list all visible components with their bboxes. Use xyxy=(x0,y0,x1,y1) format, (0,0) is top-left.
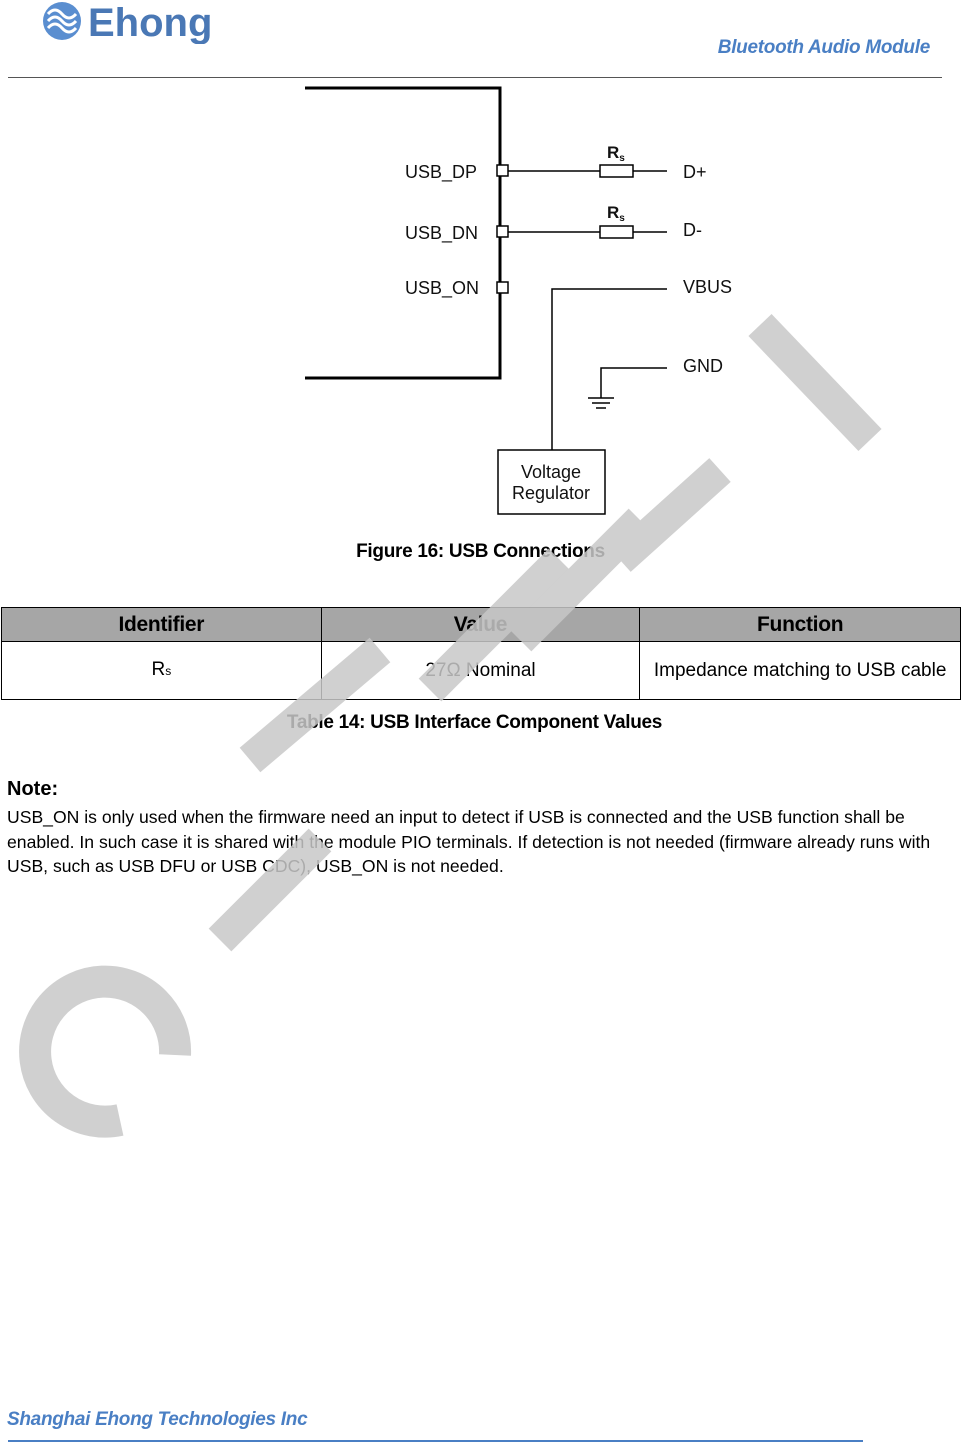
pin-usb-on-terminal xyxy=(497,282,508,293)
column-header-value: Value xyxy=(321,608,640,642)
resistor-label-dn: Rs xyxy=(607,203,625,224)
note-heading: Note: xyxy=(7,778,59,800)
figure-caption: Figure 16: USB Connections xyxy=(356,541,605,562)
pin-usb-dp-terminal xyxy=(497,165,508,176)
table-caption: Table 14: USB Interface Component Values xyxy=(286,712,663,733)
logo-wordmark: Ehong xyxy=(88,1,213,44)
column-header-function: Function xyxy=(640,608,961,642)
usb-connection-diagram xyxy=(0,78,961,538)
note-body: USB_ON is only used when the firmware need an input to detect if USB is connected and the USB function shall be enabled. In such case it is shared with the module PIO terminals. If detection is not needed (firmware already runs with USB, such as USB DFU or USB CDC), USB_ON is not needed. xyxy=(7,807,931,876)
table-row xyxy=(2,642,961,700)
footer-company: Shanghai Ehong Technologies Inc xyxy=(7,1409,308,1430)
logo-emblem-icon xyxy=(43,2,81,40)
resistor-label-dp: Rs xyxy=(607,143,625,164)
document-title: Bluetooth Audio Module xyxy=(717,37,930,58)
signal-label-gnd: GND xyxy=(683,356,723,376)
pin-label-usb-dn: USB_DN xyxy=(405,223,479,243)
usb-component-values-table xyxy=(1,607,961,700)
cell-identifier: Rs xyxy=(2,642,322,700)
cell-value: 27Ω Nominal xyxy=(321,642,640,700)
gnd-wire xyxy=(601,368,667,398)
pin-label-usb-dp: USB_DP xyxy=(405,162,478,182)
footer-divider xyxy=(8,1440,863,1442)
table-header-row xyxy=(2,608,961,642)
pin-usb-dn-terminal xyxy=(497,226,508,237)
column-header-identifier: Identifier xyxy=(2,608,322,642)
regulator-label-line1: Voltage xyxy=(520,462,582,482)
vbus-wire xyxy=(552,289,667,450)
cell-function: Impedance matching to USB cable xyxy=(640,642,961,700)
signal-label-dminus: D- xyxy=(683,220,702,240)
ehong-logo xyxy=(40,0,270,44)
resistor-rs-dp xyxy=(600,165,633,177)
regulator-label-line2: Regulator xyxy=(511,483,591,503)
voltage-regulator-box xyxy=(498,450,605,514)
signal-label-dplus: D+ xyxy=(683,162,707,182)
pin-label-usb-on: USB_ON xyxy=(405,278,480,298)
resistor-rs-dn xyxy=(600,226,633,238)
signal-label-vbus: VBUS xyxy=(683,277,733,297)
